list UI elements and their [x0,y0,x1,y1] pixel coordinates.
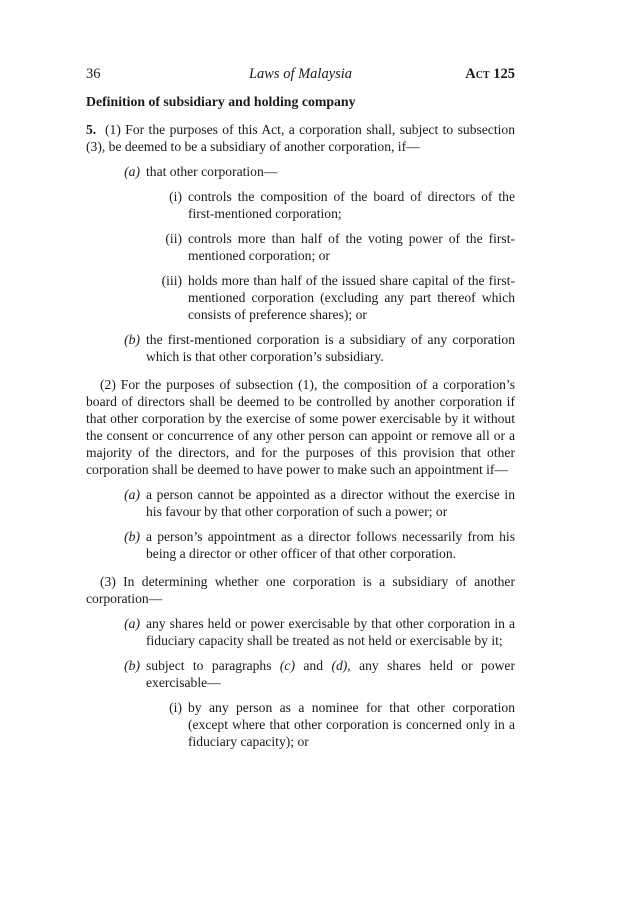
paragraph-label: (b) [124,529,140,544]
paragraph-2b [124,528,515,562]
paragraph-label: (a) [124,487,140,502]
subparagraph-text: controls the composition of the board of directors of the first-mentioned corporation; [188,189,515,221]
subsection-2-intro: (2) For the purposes of subsection (1), the composition of a corporation’s board of directors shall be deemed to be controlled by another corporation if that other corporation by the exercise of some power exercisable by it without the consent or concurrence of any other person can appoint or remove all or a majority of the directors, and for the purposes of this provision that other corporation shall be deemed to have power to make such an appointment if— [86,377,515,477]
section-heading: Definition of subsidiary and holding company [86,94,356,109]
header-title: Laws of Malaysia [248,66,353,82]
subparagraph-1a-iii [161,272,515,323]
cross-reference-d: (d) [331,658,348,673]
paragraph-text: a person cannot be appointed as a director without the exercise in his favour by that other corporation of such a power; or [146,487,515,519]
subsection-3-intro: (3) In determining whether one corporation is a subsidiary of another corporation— [86,574,515,606]
running-header [86,66,515,84]
paragraph-text: any shares held or power exercisable by that other corporation in a fiduciary capacity shall be treated as not held or exercisable by it; [146,616,515,648]
subparagraph-label: (ii) [165,231,182,246]
paragraph-text-and: and [295,658,332,673]
subparagraph-text: holds more than half of the issued share capital of the first-mentioned corporation (excluding any part thereof which consists of preference shares); or [188,273,515,322]
subparagraph-3b-i [169,699,515,750]
subparagraph-label: (i) [169,700,182,715]
subsection-1-intro [86,121,515,155]
paragraph-text: the first-mentioned corporation is a subsidiary of any corporation which is that other corporation’s subsidiary. [146,332,515,364]
paragraph-label: (a) [124,616,140,631]
paragraph-text-start: subject to paragraphs [146,658,280,673]
paragraph-text: a person’s appointment as a director follows necessarily from his being a director or other officer of that other corporation. [146,529,515,561]
paragraph-text: that other corporation— [146,164,278,179]
section-number: 5. [86,122,97,137]
paragraph-3a [124,615,515,649]
subparagraph-text: controls more than half of the voting power of the first-mentioned corporation; or [188,231,515,263]
cross-reference-c: (c) [279,658,295,673]
subparagraph-label: (i) [169,189,182,204]
paragraph-1b [124,331,515,365]
paragraph-label: (a) [124,164,140,179]
subsection-1-text: (1) For the purposes of this Act, a corporation shall, subject to subsection (3), be deemed to be a subsidiary of another corporation, if— [86,122,515,154]
paragraph-label: (b) [124,332,140,347]
subparagraph-text: by any person as a nominee for that other corporation (except where that other corporation is concerned only in a fiduciary capacity); or [188,700,515,749]
paragraph-2a [124,486,515,520]
paragraph-label: (b) [124,658,140,673]
act-number: Act 125 [465,66,515,82]
paragraph-1a [124,163,515,180]
paragraph-text-end: , any shares held or power exercisable— [146,658,515,690]
document-page [86,66,515,750]
subparagraph-label: (iii) [161,273,182,288]
page-number: 36 [86,66,101,82]
subparagraph-1a-i [169,188,515,222]
subparagraph-1a-ii [165,230,515,264]
paragraph-3b [124,657,515,691]
